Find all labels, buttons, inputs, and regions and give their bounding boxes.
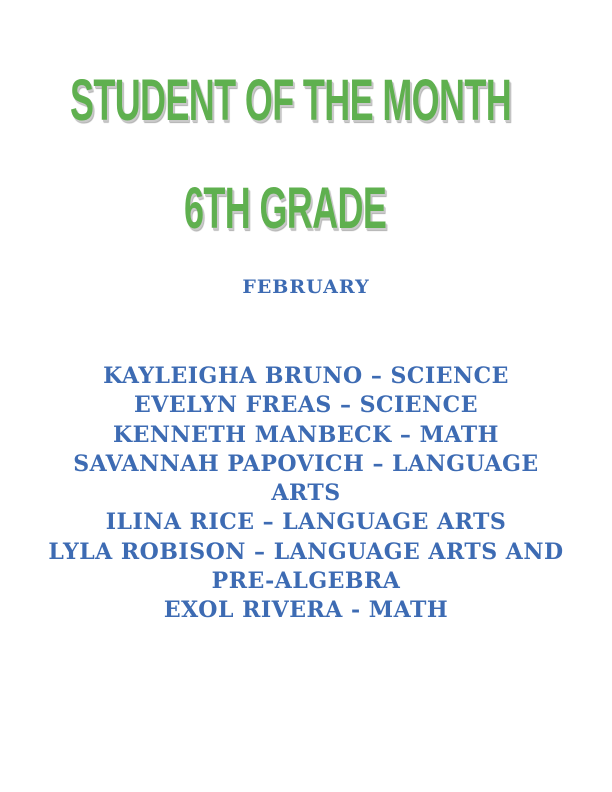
student-entry: LYLA ROBISON – LANGUAGE ARTS AND PRE-ALGEBRA [48, 538, 564, 595]
grade-heading: 6TH GRADE [184, 176, 387, 241]
student-entry: KENNETH MANBECK – MATH [113, 421, 499, 448]
page-title: STUDENT OF THE MONTH [70, 68, 512, 133]
student-list [40, 362, 572, 626]
month-heading: FEBRUARY [242, 276, 370, 298]
student-entry: SAVANNAH PAPOVICH – LANGUAGE ARTS [73, 450, 539, 507]
student-entry: KAYLEIGHA BRUNO – SCIENCE [103, 363, 509, 389]
student-entry: EVELYN FREAS – SCIENCE [134, 392, 478, 419]
student-entry: ILINA RICE – LANGUAGE ARTS [105, 509, 507, 536]
student-entry: EXOL RIVERA - MATH [163, 597, 449, 624]
